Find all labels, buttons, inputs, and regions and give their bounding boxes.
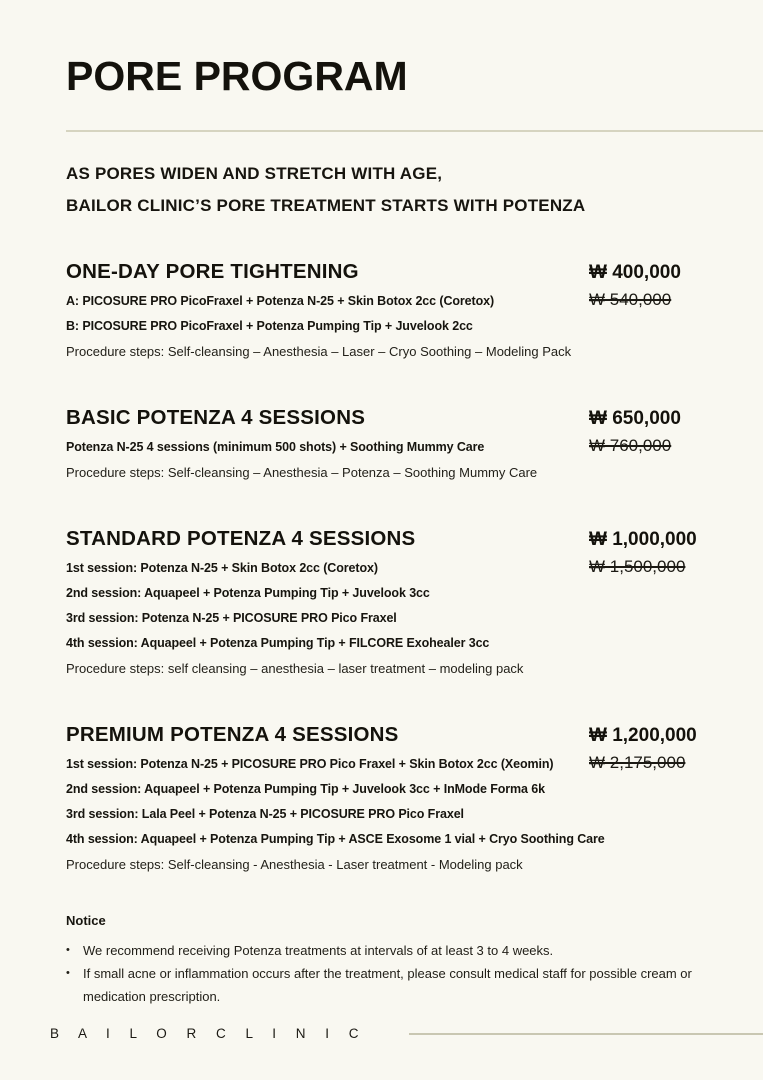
treatment-line: 4th session: Aquapeel + Potenza Pumping Tip + FILCORE Exohealer 3cc bbox=[66, 636, 490, 650]
intro-line-1: AS PORES WIDEN AND STRETCH WITH AGE, bbox=[66, 164, 443, 183]
procedure-steps: Procedure steps: Self-cleansing – Anesthesia – Laser – Cryo Soothing – Modeling Pack bbox=[66, 344, 572, 359]
original-price-strikethrough: ₩ 760,000 bbox=[589, 436, 672, 455]
treatment-line: 1st session: Potenza N-25 + Skin Botox 2cc (Coretox) bbox=[66, 561, 378, 575]
bullet-icon: • bbox=[66, 967, 70, 979]
section-premium-potenza-4-sessions bbox=[66, 723, 703, 873]
price-block bbox=[589, 260, 681, 311]
treatment-line: 3rd session: Potenza N-25 + PICOSURE PRO Pico Fraxel bbox=[66, 611, 397, 625]
section-basic-potenza-4-sessions bbox=[66, 406, 703, 481]
footer-divider bbox=[409, 1033, 763, 1035]
section-heading: BASIC POTENZA 4 SESSIONS bbox=[66, 406, 366, 429]
procedure-steps: Procedure steps: Self-cleansing - Anesthesia - Laser treatment - Modeling pack bbox=[66, 857, 523, 872]
treatment-line: 2nd session: Aquapeel + Potenza Pumping Tip + Juvelook 3cc + InMode Forma 6k bbox=[66, 782, 545, 796]
header-divider bbox=[66, 130, 763, 132]
notice-section bbox=[66, 913, 703, 1008]
section-heading: ONE-DAY PORE TIGHTENING bbox=[66, 260, 359, 283]
original-price-strikethrough: ₩ 2,175,000 bbox=[589, 753, 686, 772]
section-standard-potenza-4-sessions bbox=[66, 527, 703, 677]
page-title: PORE PROGRAM bbox=[66, 53, 408, 99]
treatment-line: A: PICOSURE PRO PicoFraxel + Potenza N-25 + Skin Botox 2cc (Coretox) bbox=[66, 294, 495, 308]
original-price-strikethrough: ₩ 1,500,000 bbox=[589, 557, 686, 576]
treatment-line: B: PICOSURE PRO PicoFraxel + Potenza Pumping Tip + Juvelook 2cc bbox=[66, 319, 473, 333]
intro-text bbox=[66, 158, 703, 222]
treatment-line: 2nd session: Aquapeel + Potenza Pumping Tip + Juvelook 3cc bbox=[66, 586, 430, 600]
original-price-strikethrough: ₩ 540,000 bbox=[589, 290, 672, 309]
footer bbox=[50, 1026, 703, 1041]
notice-bullet bbox=[66, 962, 703, 1008]
notice-bullets bbox=[66, 939, 703, 1008]
current-price: ₩ 1,200,000 bbox=[589, 725, 697, 746]
clinic-brand: B A I L O R C L I N I C bbox=[50, 1026, 367, 1041]
treatment-line: 1st session: Potenza N-25 + PICOSURE PRO Pico Fraxel + Skin Botox 2cc (Xeomin) bbox=[66, 757, 554, 771]
notice-bullet bbox=[66, 939, 703, 962]
current-price: ₩ 400,000 bbox=[589, 262, 681, 283]
notice-heading: Notice bbox=[66, 913, 106, 928]
notice-bullet-text: We recommend receiving Potenza treatments at intervals of at least 3 to 4 weeks. bbox=[83, 943, 554, 958]
intro-line-2: BAILOR CLINIC’S PORE TREATMENT STARTS WITH POTENZA bbox=[66, 196, 586, 215]
treatment-line: 3rd session: Lala Peel + Potenza N-25 + PICOSURE PRO Pico Fraxel bbox=[66, 807, 464, 821]
bullet-icon: • bbox=[66, 944, 70, 956]
section-heading: PREMIUM POTENZA 4 SESSIONS bbox=[66, 723, 399, 746]
price-block bbox=[589, 723, 697, 774]
section-heading: STANDARD POTENZA 4 SESSIONS bbox=[66, 527, 416, 550]
procedure-steps: Procedure steps: Self-cleansing – Anesthesia – Potenza – Soothing Mummy Care bbox=[66, 465, 538, 480]
notice-bullet-text: If small acne or inflammation occurs after the treatment, please consult medical staff for possible cream or medication prescription. bbox=[83, 966, 692, 1004]
section-one-day-pore-tightening bbox=[66, 260, 703, 360]
treatment-line: 4th session: Aquapeel + Potenza Pumping Tip + ASCE Exosome 1 vial + Cryo Soothing Care bbox=[66, 832, 605, 846]
procedure-steps: Procedure steps: self cleansing – anesthesia – laser treatment – modeling pack bbox=[66, 661, 524, 676]
price-block bbox=[589, 527, 697, 578]
treatment-line: Potenza N-25 4 sessions (minimum 500 shots) + Soothing Mummy Care bbox=[66, 440, 485, 454]
current-price: ₩ 1,000,000 bbox=[589, 529, 697, 550]
price-block bbox=[589, 406, 681, 457]
current-price: ₩ 650,000 bbox=[589, 408, 681, 429]
